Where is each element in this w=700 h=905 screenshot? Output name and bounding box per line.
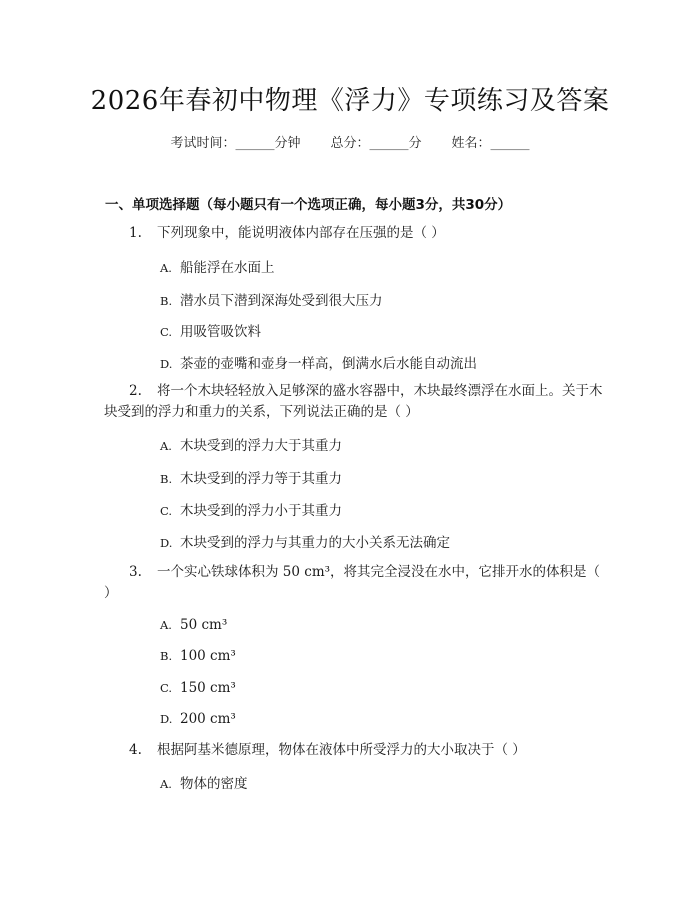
option-label: D. <box>160 536 173 550</box>
option-4a <box>160 772 248 792</box>
option-label: A. <box>160 261 172 275</box>
question-number: 3. <box>129 564 142 580</box>
option-text: 茶壶的壶嘴和壶身一样高，倒满水后水能自动流出 <box>180 356 477 372</box>
student-name-field: 姓名：______ <box>451 136 530 151</box>
option-text: 50 cm³ <box>180 617 228 633</box>
exam-meta <box>0 132 700 151</box>
question-number: 2. <box>129 383 142 399</box>
option-text: 150 cm³ <box>180 680 236 696</box>
option-text: 木块受到的浮力等于其重力 <box>180 471 342 487</box>
option-label: A. <box>160 777 172 791</box>
option-text: 物体的密度 <box>180 776 248 792</box>
question-text: 将一个木块轻轻放入足够深的盛水容器中，木块最终漂浮在水面上。关于木块受到的浮力和重力的关系，下列说法正确的是（ ） <box>104 383 603 420</box>
option-1b <box>160 289 383 309</box>
option-label: C. <box>160 681 173 695</box>
option-3c <box>160 680 236 696</box>
option-1c <box>160 320 261 340</box>
section-heading: 一、单项选择题（每小题只有一个选项正确，每小题3分，共30分） <box>105 197 512 213</box>
option-1d <box>160 352 477 372</box>
option-label: A. <box>160 439 172 453</box>
question-number: 4. <box>129 742 142 758</box>
option-1a <box>160 256 275 276</box>
option-3d <box>160 711 236 727</box>
option-label: C. <box>160 325 173 339</box>
option-label: D. <box>160 357 173 371</box>
option-text: 木块受到的浮力小于其重力 <box>180 503 342 519</box>
question-4 <box>104 740 604 761</box>
option-3a <box>160 617 227 633</box>
option-label: C. <box>160 504 173 518</box>
option-text: 100 cm³ <box>180 648 236 664</box>
exam-time-field: 考试时间：______分钟 <box>170 136 301 151</box>
option-text: 200 cm³ <box>180 711 236 727</box>
option-label: B. <box>160 649 173 663</box>
option-2a <box>160 434 342 454</box>
option-text: 潜水员下潜到深海处受到很大压力 <box>180 293 383 309</box>
option-2b <box>160 467 342 487</box>
option-text: 木块受到的浮力大于其重力 <box>180 438 342 454</box>
question-text: 下列现象中，能说明液体内部存在压强的是（ ） <box>157 225 445 241</box>
question-text: 根据阿基米德原理，物体在液体中所受浮力的大小取决于（ ） <box>157 742 526 758</box>
option-text: 船能浮在水面上 <box>180 260 275 276</box>
option-label: B. <box>160 472 173 486</box>
total-score-field: 总分：______分 <box>330 136 422 151</box>
option-text: 用吸管吸饮料 <box>180 324 261 340</box>
question-text: 一个实心铁球体积为 50 cm³，将其完全浸没在水中，它排开水的体积是（ ） <box>104 564 601 601</box>
page-title: 2026年春初中物理《浮力》专项练习及答案 <box>90 86 610 116</box>
question-1 <box>104 223 604 244</box>
option-label: B. <box>160 294 173 308</box>
option-label: A. <box>160 618 172 632</box>
option-2d <box>160 531 450 551</box>
option-label: D. <box>160 712 173 726</box>
question-2 <box>104 381 604 423</box>
question-3 <box>104 562 604 604</box>
option-text: 木块受到的浮力与其重力的大小关系无法确定 <box>180 535 450 551</box>
option-2c <box>160 499 342 519</box>
question-number: 1. <box>129 225 142 241</box>
option-3b <box>160 648 236 664</box>
